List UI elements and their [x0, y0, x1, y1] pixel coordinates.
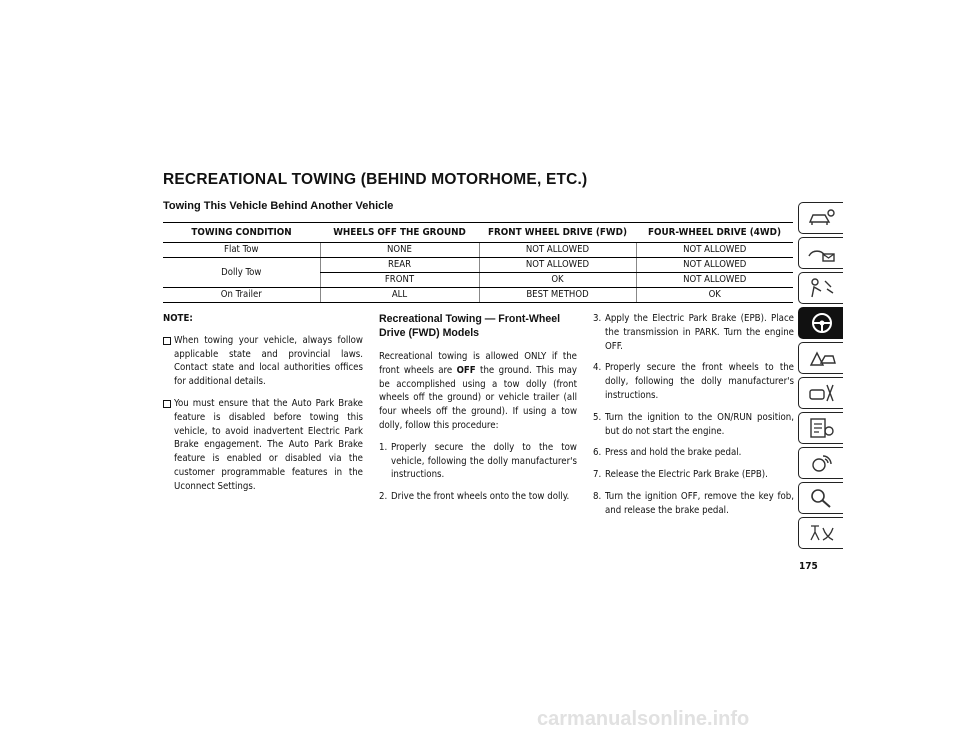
chapter-tab-specifications[interactable] [798, 412, 843, 444]
chapter-tab-emergencies[interactable] [798, 342, 843, 374]
step-number: 2. [379, 491, 388, 503]
section-heading: Recreational Towing — Front-Wheel Drive (FWD) Models [379, 313, 561, 339]
step-number: 6. [593, 447, 602, 459]
step-text: Properly secure the dolly to the tow vehicle, following the dolly manufacturer's instructions. [391, 441, 577, 481]
cell-4wd: NOT ALLOWED [636, 243, 793, 258]
cell-4wd: NOT ALLOWED [636, 258, 793, 273]
page-title: RECREATIONAL TOWING (BEHIND MOTORHOME, ETC.) [163, 171, 588, 188]
procedure-step [593, 411, 794, 439]
chapter-tab-safety[interactable] [798, 272, 843, 304]
table-row [163, 288, 793, 303]
steering-wheel-icon [807, 312, 837, 334]
cell-4wd: OK [636, 288, 793, 303]
procedure-step [593, 312, 794, 353]
step-text: Turn the ignition OFF, remove the key fob, and release the brake pedal. [605, 490, 794, 516]
car-key-icon [807, 207, 837, 229]
cell-condition: On Trailer [163, 288, 320, 303]
intro-text-before: Recreational towing is allowed ONLY if the front wheels are [379, 351, 577, 376]
multimedia-icon [807, 452, 837, 474]
chapter-tab-getting-to-know[interactable] [798, 202, 843, 234]
step-text: Press and hold the brake pedal. [605, 447, 742, 459]
chapter-tab-instrument-panel[interactable] [798, 237, 843, 269]
procedure-step [593, 468, 794, 482]
step-number: 8. [593, 490, 602, 502]
table-row [163, 243, 793, 258]
notes-column [163, 312, 363, 502]
cell-fwd: BEST METHOD [479, 288, 636, 303]
bullet-square-icon [163, 400, 171, 408]
cell-fwd: NOT ALLOWED [479, 258, 636, 273]
cell-wheels: REAR [320, 258, 479, 273]
header-towing-condition: TOWING CONDITION [163, 223, 320, 243]
table-header-row [163, 223, 793, 243]
cell-condition: Dolly Tow [163, 258, 320, 288]
procedure-step [593, 361, 794, 402]
note-bullet [163, 334, 363, 389]
cell-wheels: FRONT [320, 273, 479, 288]
chapter-tab-languages[interactable] [798, 517, 843, 549]
chapter-tab-multimedia[interactable] [798, 447, 843, 479]
intro-paragraph [379, 350, 577, 433]
step-number: 7. [593, 469, 602, 481]
section-subtitle: Towing This Vehicle Behind Another Vehicle [163, 200, 394, 212]
procedure-step [379, 490, 577, 504]
header-fwd: FRONT WHEEL DRIVE (FWD) [479, 223, 636, 243]
cell-wheels: ALL [320, 288, 479, 303]
table-row [163, 258, 793, 273]
cell-4wd: NOT ALLOWED [636, 273, 793, 288]
dashboard-message-icon [807, 242, 837, 264]
step-text: Properly secure the front wheels to the dolly, following the dolly manufacturer's instructions. [605, 362, 794, 401]
cell-fwd: OK [479, 273, 636, 288]
chapter-tab-index[interactable] [798, 482, 843, 514]
procedure-step [593, 490, 794, 518]
step-number: 5. [593, 411, 602, 423]
seat-safety-icon [807, 277, 837, 299]
intro-text-after: the ground. This may be accomplished using a tow dolly (front wheels off the ground) or vehicle trailer (all four wheels off the ground). If using a tow dolly, follow this procedure: [379, 364, 577, 431]
index-search-icon [807, 487, 837, 509]
page-number: 175 [799, 561, 818, 572]
step-text: Release the Electric Park Brake (EPB). [605, 469, 768, 481]
note-bullet-text: When towing your vehicle, always follow applicable state and provincial laws. Contact state and local authorities offices for additional details. [174, 334, 363, 388]
bullet-square-icon [163, 337, 171, 345]
service-tools-icon [807, 382, 837, 404]
procedure-step [593, 446, 794, 460]
header-4wd: FOUR-WHEEL DRIVE (4WD) [636, 223, 793, 243]
step-number: 4. [593, 362, 602, 374]
towing-table [163, 222, 793, 303]
chapter-tab-starting-operating[interactable] [798, 307, 843, 339]
cell-condition: Flat Tow [163, 243, 320, 258]
watermark: carmanualsonline.info [537, 708, 750, 730]
language-icon [807, 522, 837, 544]
step-text: Drive the front wheels onto the tow dolly. [391, 491, 570, 503]
note-bullet-text: You must ensure that the Auto Park Brake feature is disabled before towing this vehicle, to avoid inadvertent Electric Park Brake engagement. The Auto Park Brake feature is enabled or disabled via the customer programmable features in the Uconnect Settings. [174, 397, 363, 492]
header-wheels-off-ground: WHEELS OFF THE GROUND [320, 223, 479, 243]
specifications-list-icon [807, 417, 837, 439]
step-text: Turn the ignition to the ON/RUN position, but do not start the engine. [605, 411, 794, 437]
steps-column [593, 312, 794, 526]
chapter-tab-servicing[interactable] [798, 377, 843, 409]
cell-wheels: NONE [320, 243, 479, 258]
step-text: Apply the Electric Park Brake (EPB). Place the transmission in PARK. Turn the engine OFF. [605, 313, 794, 352]
step-number: 3. [593, 313, 602, 324]
intro-emphasis: OFF [456, 364, 476, 376]
fwd-section-column [379, 312, 577, 512]
note-label: NOTE: [163, 313, 193, 324]
cell-fwd: NOT ALLOWED [479, 243, 636, 258]
procedure-step [379, 441, 577, 482]
step-number: 1. [379, 441, 388, 453]
warning-car-icon [807, 347, 837, 369]
note-bullet [163, 397, 363, 494]
